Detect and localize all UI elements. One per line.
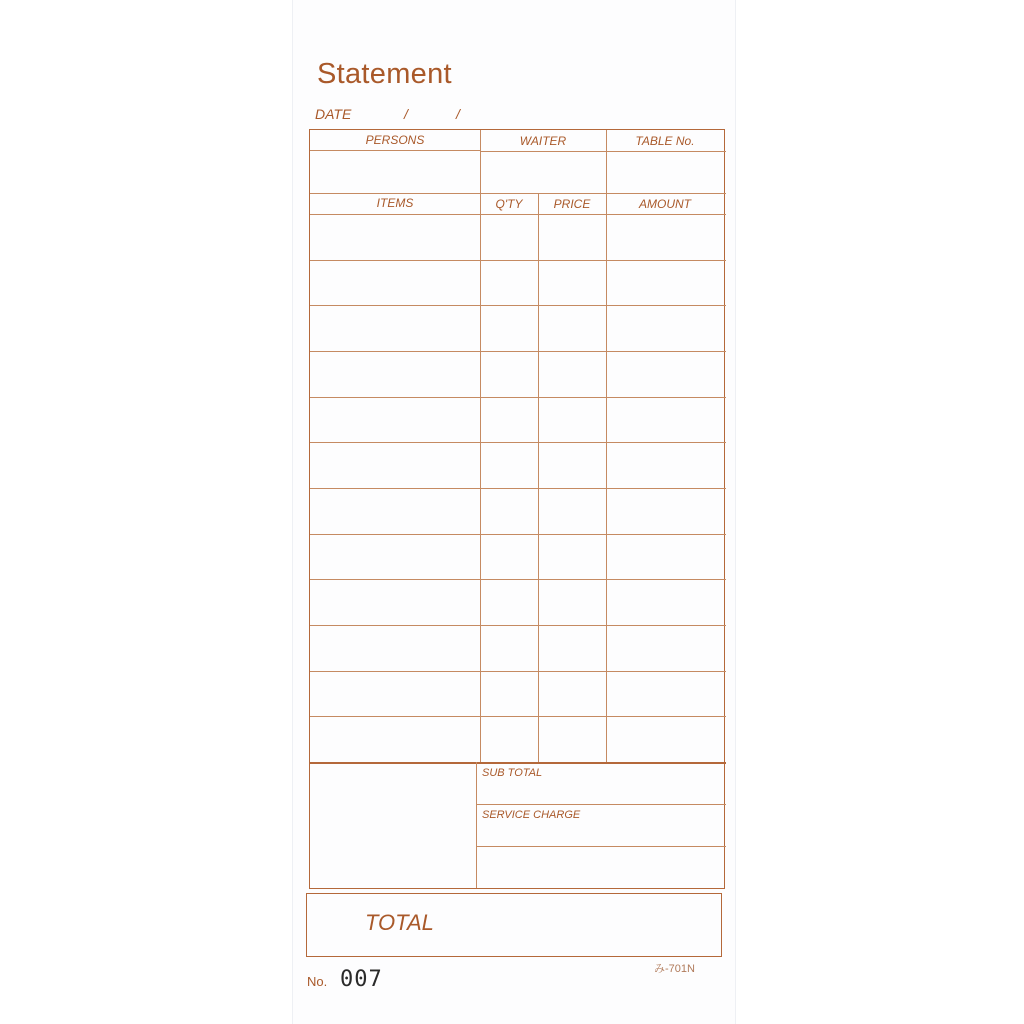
item-row-rule (310, 351, 726, 352)
statement-number: 007 (340, 967, 383, 992)
waiter-header: WAITER (519, 134, 567, 148)
item-row-rule (310, 579, 726, 580)
header-divider (310, 193, 726, 194)
service-charge-rule (476, 846, 726, 847)
statement-grid (309, 129, 725, 889)
item-row-rule (310, 260, 726, 261)
item-row-rule (310, 305, 726, 306)
item-row-rule (310, 397, 726, 398)
qty-price-divider (538, 193, 539, 762)
number-label: No. (307, 974, 328, 989)
persons-header: PERSONS (365, 133, 425, 147)
column-header-divider (310, 214, 726, 215)
amount-header: AMOUNT (639, 197, 691, 211)
item-row-rule (310, 534, 726, 535)
item-row-rule (310, 442, 726, 443)
item-row-rule (310, 716, 726, 717)
totals-left-divider (476, 762, 477, 888)
item-row-rule (310, 488, 726, 489)
total-label: TOTAL (365, 910, 434, 935)
date-separator-1: / (404, 106, 408, 122)
date-separator-2: / (456, 106, 460, 122)
price-header: PRICE (553, 197, 591, 211)
qty-header: Q'TY (495, 197, 523, 211)
persons-underline (310, 150, 480, 151)
statement-title: Statement (317, 58, 452, 90)
table-no-underline (606, 151, 726, 152)
items-header: ITEMS (376, 196, 414, 210)
table-no-header: TABLE No. (635, 134, 695, 148)
service-charge-label: SERVICE CHARGE (482, 809, 581, 821)
items-end-rule (310, 762, 726, 764)
price-amount-divider (606, 130, 607, 762)
sub-total-rule (476, 804, 726, 805)
sub-total-label: SUB TOTAL (482, 767, 543, 779)
item-row-rule (310, 671, 726, 672)
date-label: DATE (315, 106, 352, 122)
waiter-underline (480, 151, 606, 152)
items-qty-divider (480, 130, 481, 762)
item-row-rule (310, 625, 726, 626)
form-code: み-701N (654, 963, 695, 975)
